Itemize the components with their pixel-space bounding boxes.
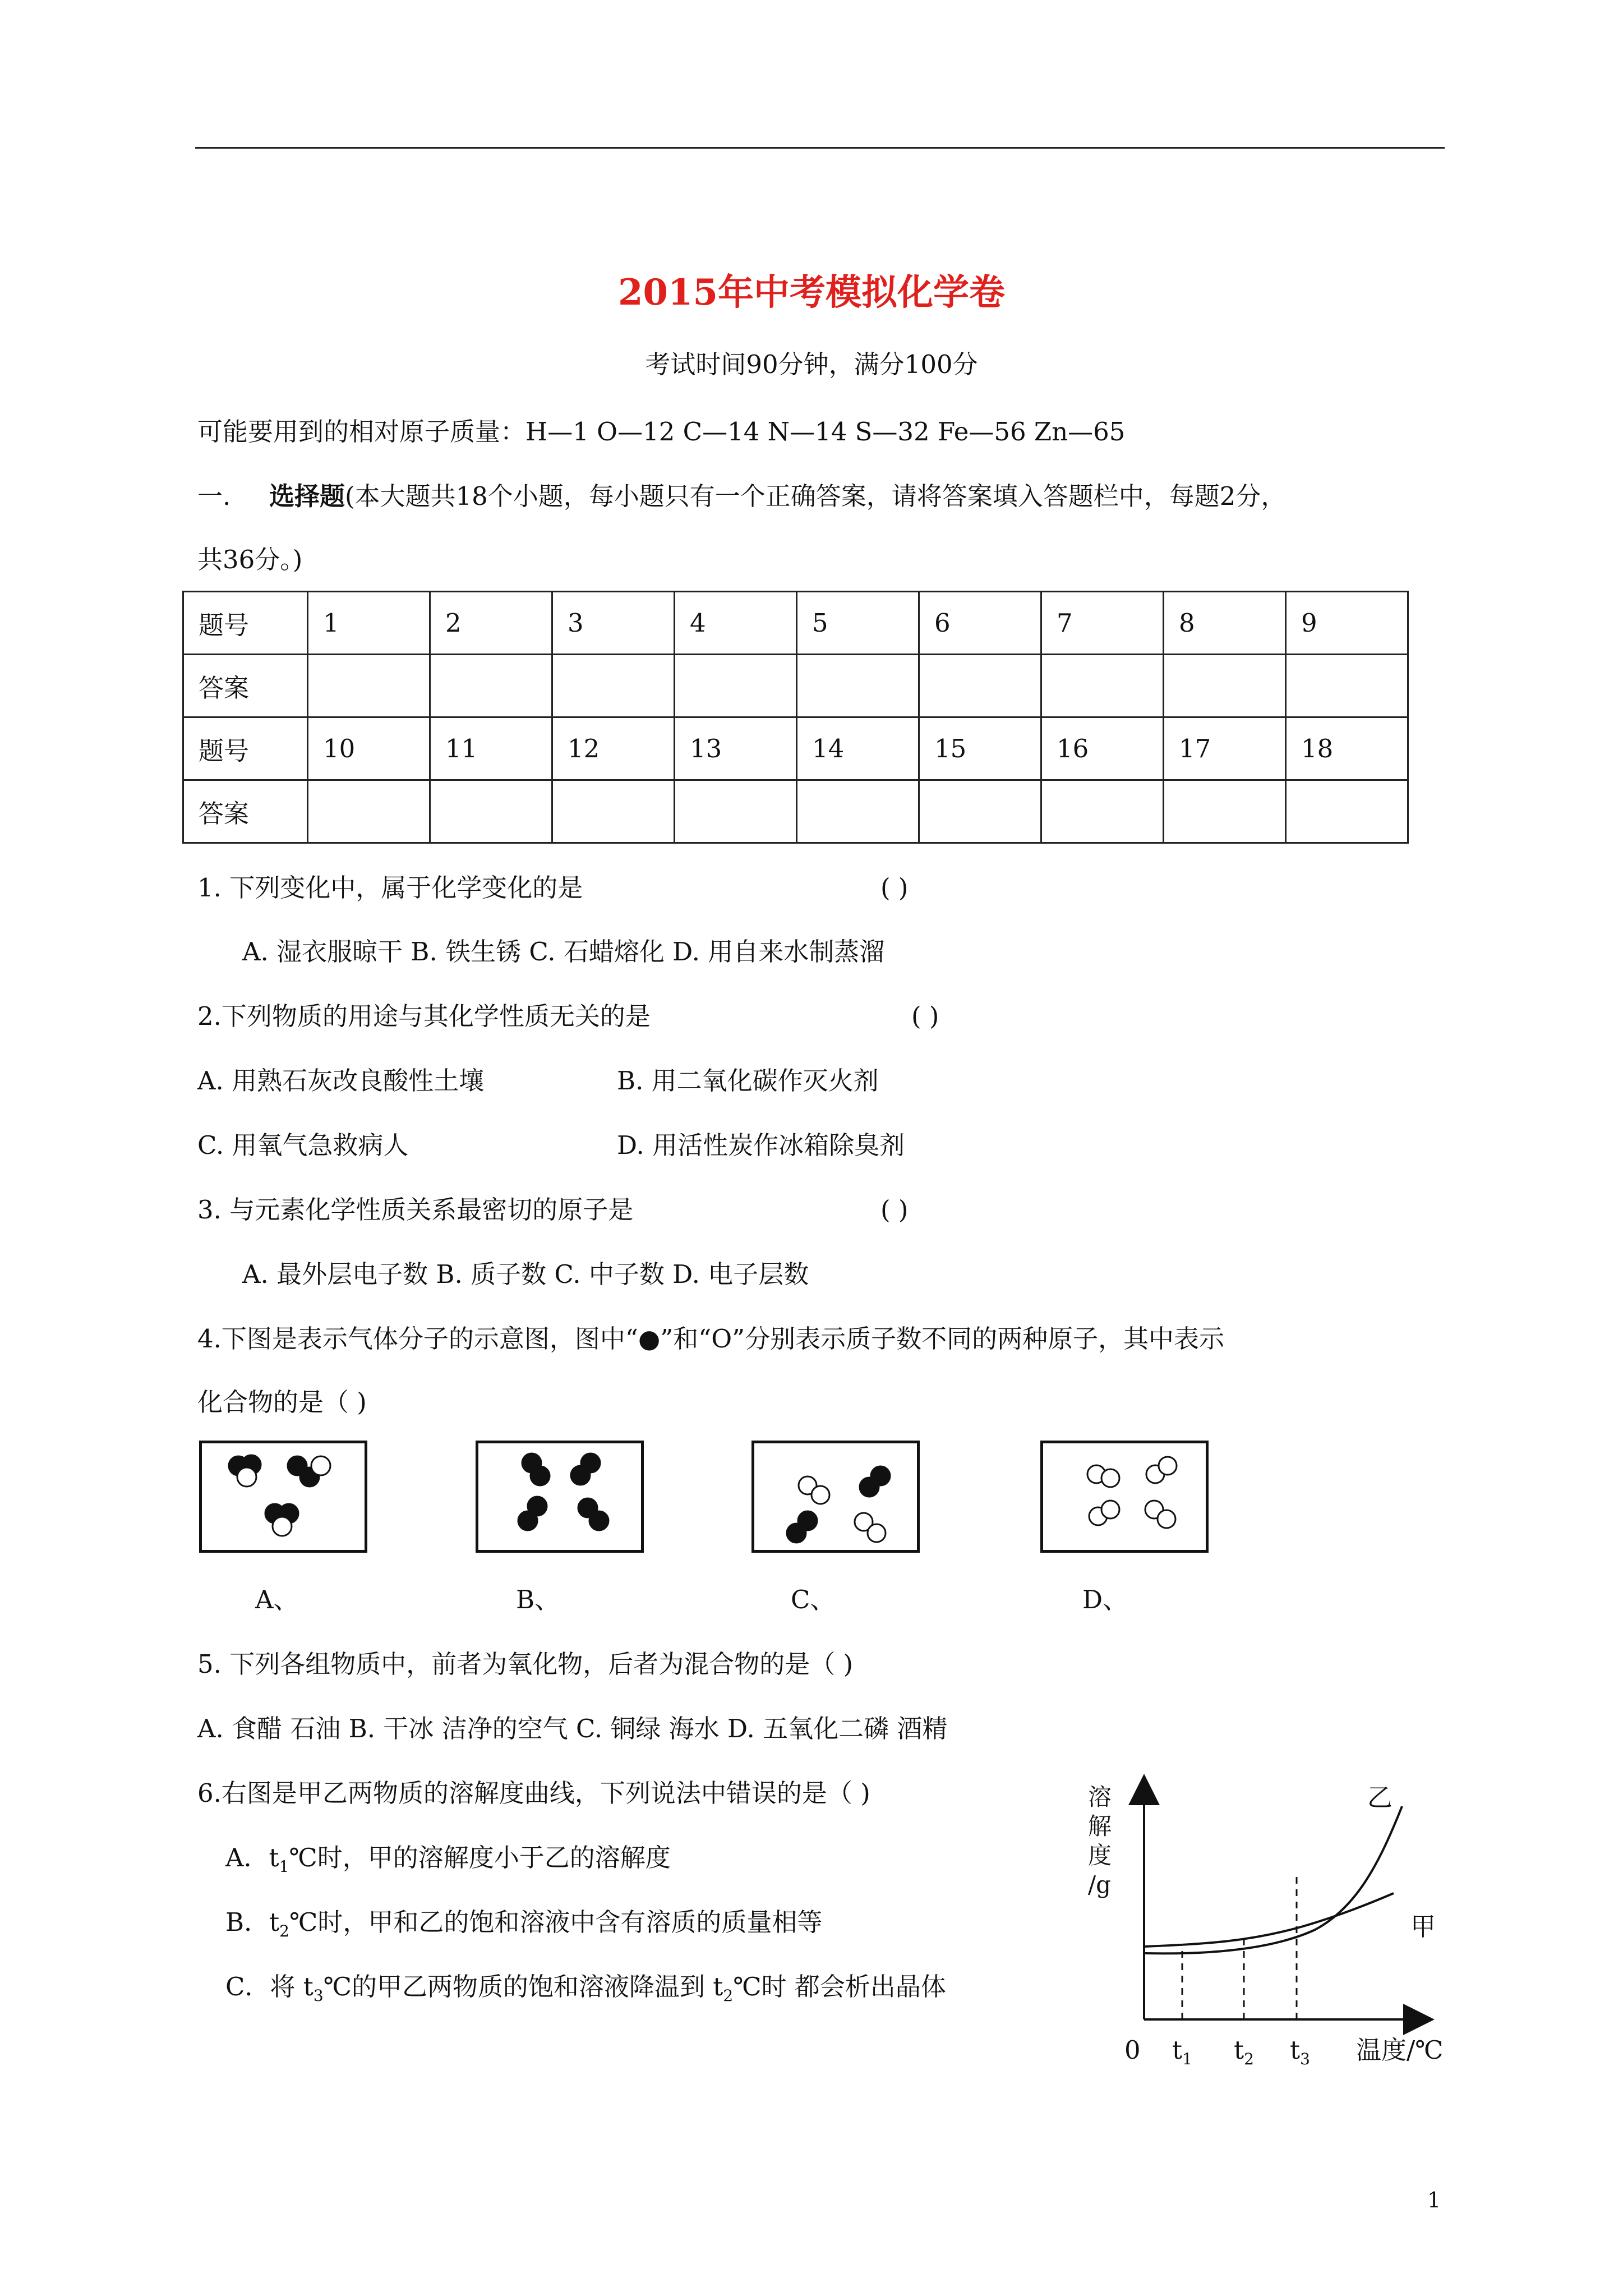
answer-cell[interactable] bbox=[797, 780, 919, 843]
table-row bbox=[183, 717, 1408, 780]
answer-cell[interactable] bbox=[919, 780, 1041, 843]
question-2-option-c: C. 用氧气急救病人 bbox=[197, 1130, 409, 1160]
question-number: 14 bbox=[797, 717, 919, 780]
curve-jia-label: 甲 bbox=[1410, 1912, 1436, 1941]
question-number: 1 bbox=[308, 592, 430, 655]
atomic-masses: 可能要用到的相对原子质量：H—1 O—12 C—14 N—14 S—32 Fe—56 Zn—65 bbox=[197, 417, 1126, 447]
answer-cell[interactable] bbox=[1041, 780, 1164, 843]
question-number: 13 bbox=[675, 717, 797, 780]
question-number: 12 bbox=[552, 717, 675, 780]
answer-cell[interactable] bbox=[308, 780, 430, 843]
question-2-option-b: B. 用二氧化碳作灭火剂 bbox=[617, 1066, 879, 1096]
question-6-option-a: A．$t_1℃$时，甲的溶解度小于乙的溶解度 bbox=[225, 1843, 671, 1876]
question-number: 3 bbox=[552, 592, 675, 655]
answer-cell[interactable] bbox=[675, 655, 797, 717]
section-title: 选择题 bbox=[269, 481, 345, 511]
x-axis-label: 温度/℃ bbox=[1356, 2035, 1444, 2065]
header-rule bbox=[195, 147, 1445, 149]
answer-cell[interactable] bbox=[430, 780, 552, 843]
question-number: 18 bbox=[1286, 717, 1408, 780]
question-1-options: A. 湿衣服晾干 B. 铁生锈 C. 石蜡熔化 D. 用自来水制蒸溜 bbox=[242, 937, 885, 967]
question-number: 9 bbox=[1286, 592, 1408, 655]
molecule-diagram-d bbox=[1040, 1441, 1209, 1553]
tick-t2: $t_2$ bbox=[1234, 2035, 1254, 2068]
answer-cell[interactable] bbox=[1164, 780, 1286, 843]
tick-t3: $t_3$ bbox=[1290, 2035, 1310, 2068]
molecule-diagram-a bbox=[199, 1441, 367, 1553]
table-row bbox=[183, 655, 1408, 717]
question-3-options: A. 最外层电子数 B. 质子数 C. 中子数 D. 电子层数 bbox=[242, 1259, 809, 1289]
row-label: 题号 bbox=[183, 592, 308, 655]
question-2-blank: ( ) bbox=[911, 1001, 939, 1031]
row-label: 题号 bbox=[183, 717, 308, 780]
answer-cell[interactable] bbox=[430, 655, 552, 717]
curve-yi-label: 乙 bbox=[1367, 1783, 1393, 1812]
question-6-stem: 6.右图是甲乙两物质的溶解度曲线，下列说法中错误的是（ ) bbox=[197, 1778, 870, 1808]
option-label-a: A、 bbox=[255, 1585, 299, 1614]
table-row bbox=[183, 592, 1408, 655]
answer-cell[interactable] bbox=[1286, 780, 1408, 843]
exam-info: 考试时间90分钟，满分100分 bbox=[645, 349, 978, 379]
page-number: 1 bbox=[1427, 2188, 1441, 2212]
question-4-stem: 4.下图是表示气体分子的示意图，图中“●”和“O”分别表示质子数不同的两种原子，其中表示 bbox=[197, 1324, 1225, 1354]
question-number: 7 bbox=[1041, 592, 1164, 655]
section-heading bbox=[197, 480, 1286, 513]
question-2-stem: 2.下列物质的用途与其化学性质无关的是 bbox=[197, 1001, 651, 1031]
question-3-stem: 3. 与元素化学性质关系最密切的原子是 bbox=[197, 1195, 634, 1225]
question-number: 17 bbox=[1164, 717, 1286, 780]
question-3-blank: ( ) bbox=[880, 1195, 909, 1225]
question-5-stem: 5. 下列各组物质中，前者为氧化物，后者为混合物的是（ ) bbox=[197, 1649, 854, 1679]
curve-yi bbox=[1145, 1806, 1402, 1953]
y-axis-label: 溶 解 度 /g bbox=[1088, 1783, 1112, 1898]
question-number: 15 bbox=[919, 717, 1041, 780]
answer-cell[interactable] bbox=[1164, 655, 1286, 717]
question-1-stem: 1. 下列变化中，属于化学变化的是 bbox=[197, 873, 583, 903]
answer-cell[interactable] bbox=[1286, 655, 1408, 717]
answer-cell[interactable] bbox=[675, 780, 797, 843]
question-number: 8 bbox=[1164, 592, 1286, 655]
question-6-option-b: B．$t_2℃$时，甲和乙的饱和溶液中含有溶质的质量相等 bbox=[225, 1907, 823, 1940]
question-number: 6 bbox=[919, 592, 1041, 655]
question-number: 4 bbox=[675, 592, 797, 655]
question-5-options: A. 食醋 石油 B. 干冰 洁净的空气 C. 铜绿 海水 D. 五氧化二磷 酒精 bbox=[197, 1714, 948, 1743]
answer-cell[interactable] bbox=[1041, 655, 1164, 717]
origin-label: 0 bbox=[1124, 2035, 1141, 2065]
answer-cell[interactable] bbox=[308, 655, 430, 717]
answer-cell[interactable] bbox=[552, 655, 675, 717]
question-1-blank: ( ) bbox=[880, 873, 909, 903]
question-6-option-c: C．将 $t_3℃$的甲乙两物质的饱和溶液降温到 $t_2℃$时 都会析出晶体 bbox=[225, 1972, 946, 2005]
question-number: 2 bbox=[430, 592, 552, 655]
tick-t1: $t_1$ bbox=[1172, 2035, 1192, 2068]
question-number: 16 bbox=[1041, 717, 1164, 780]
option-label-c: C、 bbox=[791, 1585, 836, 1614]
option-label-d: D、 bbox=[1082, 1585, 1128, 1614]
section-instructions: (本大题共18个小题，每小题只有一个正确答案，请将答案填入答题栏中，每题2分， bbox=[344, 481, 1287, 511]
section-instructions-cont: 共36分。) bbox=[197, 545, 303, 574]
question-2-option-a: A. 用熟石灰改良酸性土壤 bbox=[197, 1066, 485, 1096]
question-number: 10 bbox=[308, 717, 430, 780]
answer-cell[interactable] bbox=[552, 780, 675, 843]
curve-jia bbox=[1145, 1893, 1394, 1947]
molecule-diagram-b bbox=[476, 1441, 644, 1553]
section-number: 一. bbox=[197, 481, 231, 511]
answer-table bbox=[182, 591, 1409, 844]
page-title: 2015年中考模拟化学卷 bbox=[617, 272, 1006, 314]
answer-cell[interactable] bbox=[919, 655, 1041, 717]
molecule-diagram-c bbox=[751, 1441, 920, 1553]
question-2-option-d: D. 用活性炭作冰箱除臭剂 bbox=[617, 1130, 905, 1160]
answer-cell[interactable] bbox=[797, 655, 919, 717]
row-label: 答案 bbox=[183, 780, 308, 843]
question-4-stem-cont: 化合物的是（ ) bbox=[197, 1387, 367, 1417]
question-number: 11 bbox=[430, 717, 552, 780]
row-label: 答案 bbox=[183, 655, 308, 717]
option-label-b: B、 bbox=[516, 1585, 560, 1614]
question-number: 5 bbox=[797, 592, 919, 655]
table-row bbox=[183, 780, 1408, 843]
